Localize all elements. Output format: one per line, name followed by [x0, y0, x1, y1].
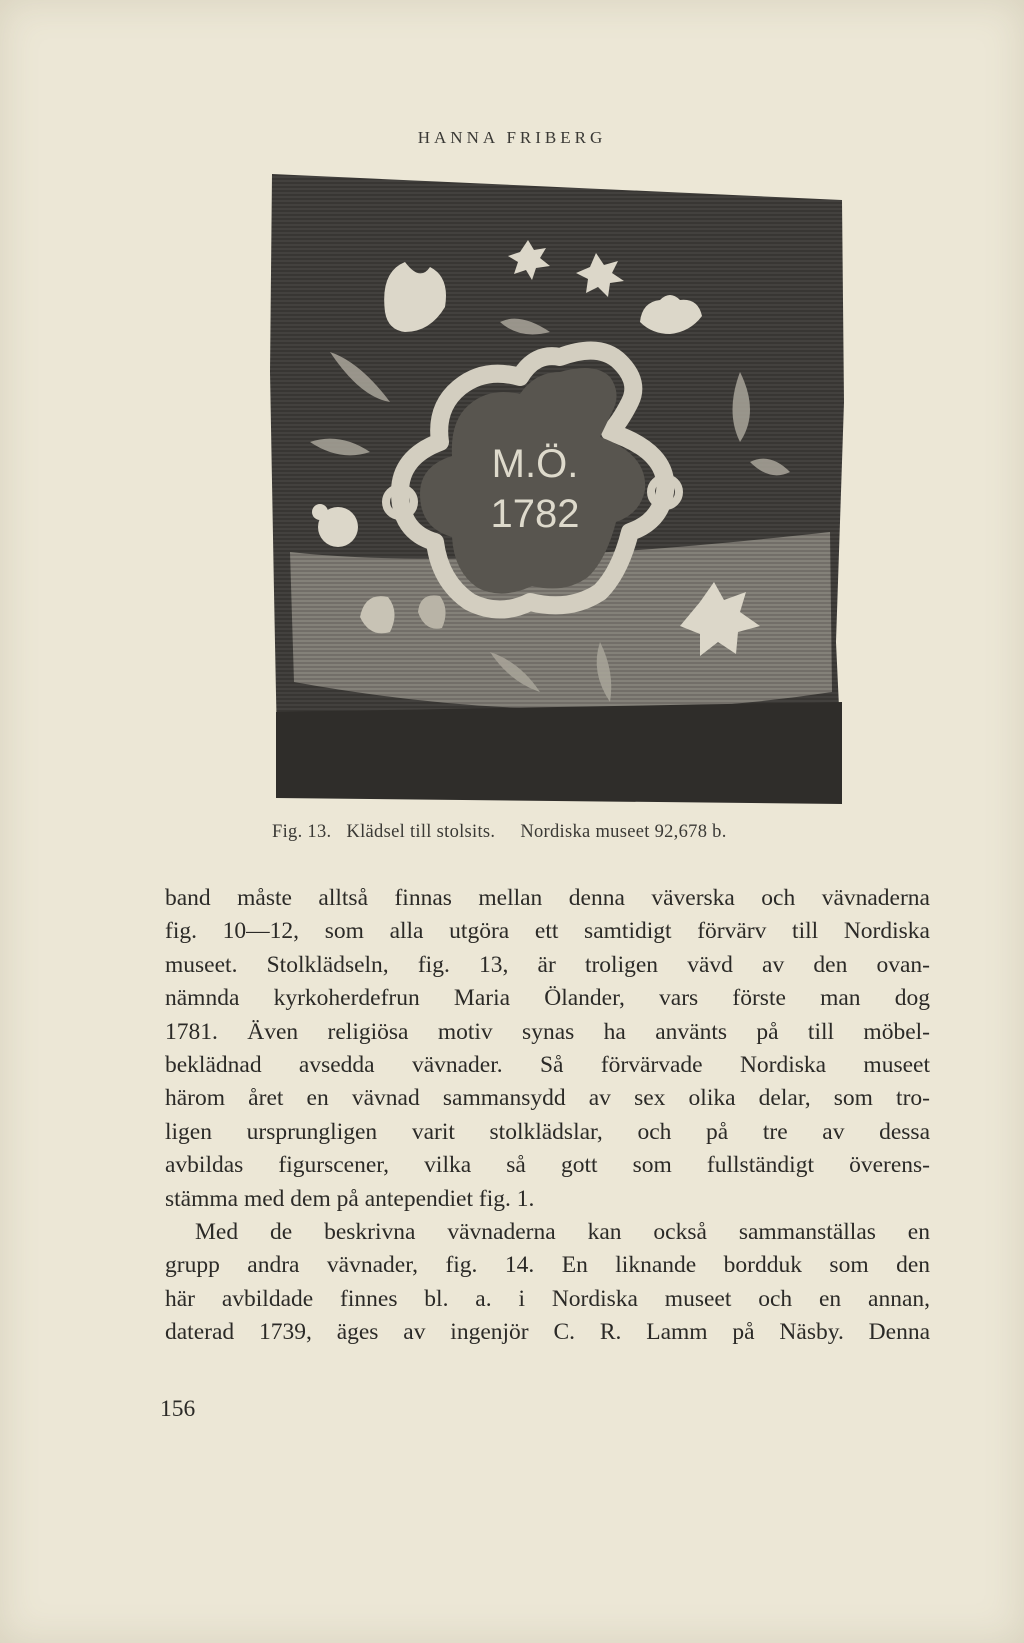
- figure-caption: [272, 822, 872, 843]
- body-line: beklädnad avsedda vävnader. Så förvärvade Nordiska museet: [165, 1051, 930, 1078]
- body-line: daterad 1739, äges av ingenjör C. R. Lamm på Näsby. Denna: [165, 1319, 930, 1346]
- figure-textile-photo: [270, 172, 852, 808]
- body-line: Med de beskrivna vävnaderna kan också sammanställas en: [195, 1218, 930, 1245]
- body-line: 1781. Även religiösa motiv synas ha använts på till möbel-: [165, 1018, 930, 1045]
- body-line: här avbildade finnes bl. a. i Nordiska museet och en annan,: [165, 1285, 930, 1312]
- caption-source: Nordiska museet 92,678 b.: [520, 822, 727, 842]
- embroidered-year: 1782: [490, 492, 580, 536]
- body-paragraphs: [165, 882, 930, 1349]
- body-line: härom året en vävnad sammansydd av sex olika delar, som tro-: [165, 1085, 930, 1112]
- body-line: stämma med dem på antependiet fig. 1.: [165, 1185, 535, 1212]
- running-head: HANNA FRIBERG: [417, 128, 607, 147]
- textile-illustration: [270, 172, 852, 808]
- body-line: museet. Stolklädseln, fig. 13, är troligen vävd av den ovan-: [165, 951, 930, 978]
- body-line: grupp andra vävnader, fig. 14. En liknande bordduk som den: [165, 1252, 930, 1279]
- body-line: fig. 10—12, som alla utgöra ett samtidigt förvärv till Nordiska: [165, 918, 930, 945]
- caption-title: Klädsel till stolsits.: [346, 822, 496, 842]
- caption-fig-number: Fig. 13.: [272, 822, 332, 842]
- body-line: band måste alltså finnas mellan denna väverska och vävnaderna: [165, 885, 930, 911]
- body-line: nämnda kyrkoherdefrun Maria Ölander, vars förste man dog: [165, 985, 930, 1012]
- page-number: 156: [160, 1396, 196, 1422]
- body-line: avbildas figurscener, vilka så gott som fullständigt överens-: [165, 1152, 930, 1179]
- body-line: ligen ursprungligen varit stolklädslar, och på tre av dessa: [165, 1118, 930, 1145]
- embroidered-monogram: M.Ö.: [491, 442, 579, 486]
